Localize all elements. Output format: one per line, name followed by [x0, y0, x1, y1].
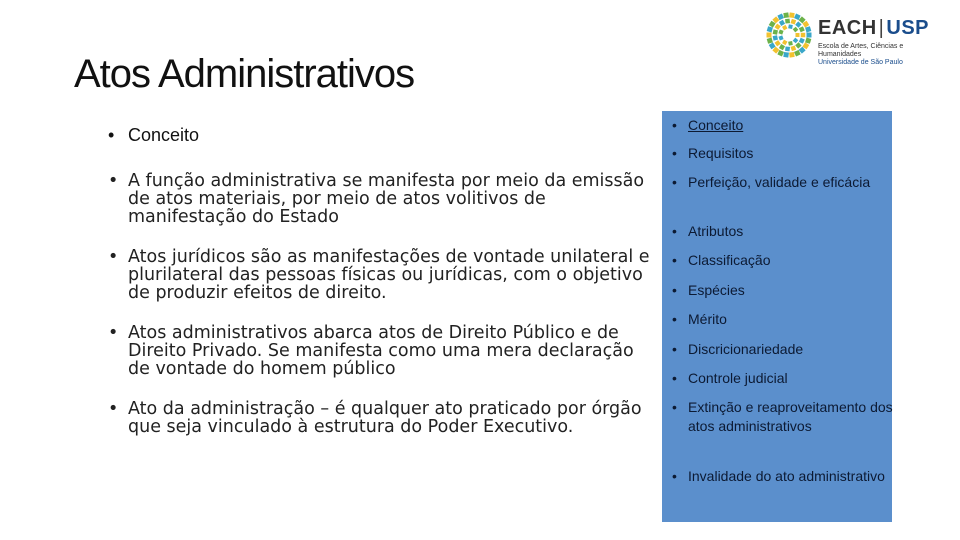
main-heading: • Conceito — [108, 126, 656, 144]
logo-name-each: EACH — [818, 17, 877, 39]
logo-mosaic-tile — [793, 38, 799, 44]
logo-mosaic-tile — [778, 30, 783, 35]
logo-mosaic-tile — [779, 20, 785, 26]
logo-mosaic-tile — [807, 33, 812, 38]
topic-item-classificacao: • Classificação — [672, 251, 898, 270]
slide-title: Atos Administrativos — [74, 52, 415, 96]
topic-item-perfeicao: • Perfeição, validade e eficácia — [672, 173, 898, 192]
topic-item-atributos: • Atributos — [672, 222, 898, 241]
topic-item-invalidade: • Invalidade do ato administrativo — [672, 467, 898, 486]
logo-mosaic-tile — [783, 12, 789, 18]
logo-mosaic-tile — [789, 12, 795, 18]
logo-mosaic-tile — [795, 42, 801, 48]
logo-mosaic-tile — [788, 24, 793, 29]
logo-name: EACH | USP — [818, 17, 929, 39]
logo-name-usp: USP — [886, 17, 929, 39]
logo-mosaic-tile — [799, 38, 805, 44]
logo-subtitle — [818, 43, 944, 67]
topics-panel — [662, 111, 892, 522]
topic-item-requisitos: • Requisitos — [672, 144, 898, 163]
logo-mosaic-tile — [783, 52, 789, 58]
each-usp-logo — [764, 10, 944, 64]
logo-mosaic-tile — [785, 19, 790, 24]
logo-mosaic-tile — [805, 38, 811, 44]
main-bullet-2: • Atos jurídicos são as manifestações de vontade unilateral e plurilateral das pessoas físicas ou jurídicas, com o objetivo de produzir efeitos de direito. — [108, 248, 656, 302]
logo-mosaic-tile — [767, 26, 773, 32]
logo-mosaic-tile — [779, 44, 785, 50]
logo-mosaic-tile — [767, 38, 773, 44]
topic-item-especies: • Espécies — [672, 281, 898, 300]
logo-mosaic-icon — [764, 10, 814, 60]
logo-subtitle-line1: Escola de Artes, Ciências e Humanidades — [818, 43, 904, 58]
logo-mosaic-tile — [767, 33, 772, 38]
logo-mosaic-tile — [778, 35, 783, 40]
main-bullet-1: • A função administrativa se manifesta por meio da emissão de atos materiais, por meio de atos volitivos de manifestação do Estado — [108, 172, 656, 226]
logo-mosaic-tile — [785, 46, 790, 51]
logo-mosaic-tile — [793, 27, 799, 33]
logo-mosaic-tile — [789, 52, 795, 58]
logo-mosaic-tile — [790, 45, 796, 51]
logo-mosaic-tile — [796, 33, 800, 37]
logo-mosaic-tile — [782, 25, 787, 30]
logo-mosaic-tile — [799, 26, 805, 32]
topic-item-discricionariedade: • Discricionariedade — [672, 340, 898, 359]
logo-mosaic-tile — [773, 29, 778, 34]
logo-mosaic-tile — [788, 41, 793, 46]
topic-item-conceito[interactable]: • Conceito — [672, 116, 898, 135]
topic-item-controle-judicial: • Controle judicial — [672, 369, 898, 388]
logo-mosaic-tile — [795, 21, 801, 27]
logo-mosaic-tile — [805, 26, 811, 32]
logo-mosaic-tile — [773, 35, 778, 40]
main-bullet-4: • Ato da administração – é qualquer ato praticado por órgão que seja vinculado à estrutura do Poder Executivo. — [108, 400, 656, 436]
topic-item-merito: • Mérito — [672, 310, 898, 329]
logo-mosaic-tile — [775, 24, 781, 30]
topic-item-extincao: • Extinção e reaproveitamento dos atos administrativos — [672, 398, 898, 436]
logo-subtitle-line2: Universidade de São Paulo — [818, 59, 903, 66]
logo-mosaic-tile — [775, 40, 781, 46]
main-bullet-3: • Atos administrativos abarca atos de Direito Público e de Direito Privado. Se manifesta como uma mera declaração de vontade do homem público — [108, 324, 656, 378]
logo-mosaic-tile — [782, 40, 787, 45]
logo-mosaic-tile — [790, 19, 796, 25]
main-content — [108, 126, 656, 436]
logo-mosaic-tile — [801, 33, 806, 38]
